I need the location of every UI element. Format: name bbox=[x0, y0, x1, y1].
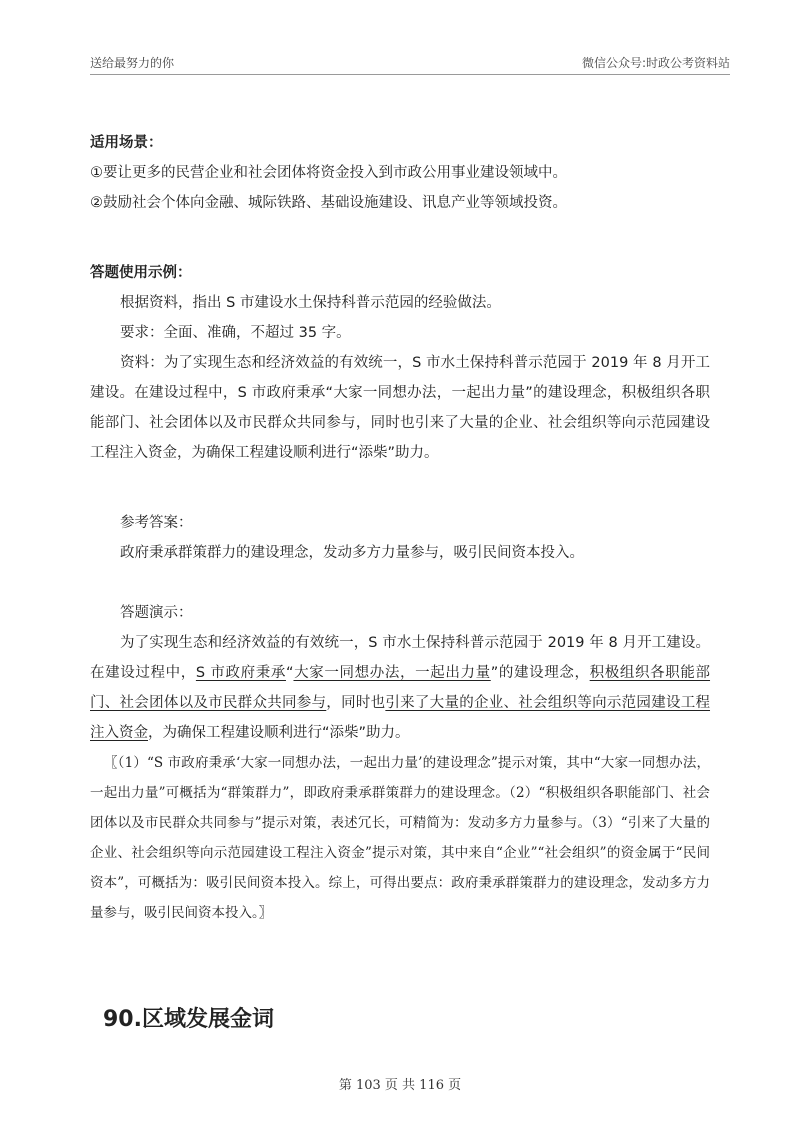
page-footer: 第 103 页 共 116 页 bbox=[338, 1078, 462, 1093]
scenario-item: ①要让更多的民营企业和社会团体将资金投入到市政公用事业建设领域中。 bbox=[90, 165, 567, 181]
scenario-item: ②鼓励社会个体向金融、城际铁路、基础设施建设、讯息产业等领域投资。 bbox=[90, 195, 567, 211]
reference-answer: 政府秉承群策群力的建设理念，发动多方力量参与，吸引民间资本投入。 bbox=[120, 545, 584, 561]
page-header bbox=[90, 52, 730, 75]
example-title: 答题使用示例： bbox=[90, 265, 192, 281]
section-title: 90.区域发展金词 bbox=[103, 1007, 274, 1032]
demo-underline: 大家一同想办法，一起出力量 bbox=[293, 665, 491, 681]
scenarios-title: 适用场景： bbox=[90, 135, 163, 151]
demo-analysis: 〖（1）“S 市政府秉承‘大家一同想办法，一起出力量’的建设理念”提示对策，其中“大家一同想办法，一起出力量”可概括为“群策群力”，即政府秉承群策群力的建设理念。（2）“积极组织各职能部门、社会团体以及市民群众共同参与”提示对策，表述冗长，可精简为：发动多方力量参与。（3）“引来了大量的企业、社会组织等向示范园建设工程注入资金”提示对策，其中来自“企业”“社会组织”的资金属于“民间资本”，可概括为：吸引民间资本投入。综上，可得出要点：政府秉承群策群力的建设理念，发动多方力量参与，吸引民间资本投入。〗 bbox=[90, 755, 710, 921]
example-material: 资料：为了实现生态和经济效益的有效统一，S 市水土保持科普示范园于 2019 年 8 月开工建设。在建设过程中，S 市政府秉承“大家一同想办法，一起出力量”的建设理念，积极组织各职能部门、社会团体以及市民群众共同参与，同时也引来了大量的企业、社会组织等向示范园建设工程注入资金，为确保工程建设顺利进行“添柴”助力。 bbox=[90, 355, 710, 461]
demo-seg: “ bbox=[285, 665, 294, 681]
header-right-text: 微信公众号:时政公考资料站 bbox=[581, 56, 730, 70]
demo-text bbox=[90, 628, 710, 748]
header-left-text: 送给最努力的你 bbox=[90, 56, 175, 70]
example-question: 根据资料，指出 S 市建设水土保持科普示范园的经验做法。 bbox=[120, 295, 501, 311]
reference-title: 参考答案： bbox=[120, 515, 193, 531]
demo-section bbox=[90, 598, 710, 928]
demo-seg: ，同时也 bbox=[326, 695, 386, 711]
demo-seg: ”的建设理念， bbox=[490, 665, 590, 681]
demo-title: 答题演示： bbox=[120, 605, 193, 621]
demo-underline: 引来了大量的企业、社会组织等向示范园建设工程注入资金 bbox=[90, 695, 711, 741]
demo-underline: S 市政府秉承 bbox=[195, 665, 286, 681]
example-requirement: 要求：全面、准确，不超过 35 字。 bbox=[120, 325, 351, 341]
demo-seg: 为了实现生态和经济效益的有效统一，S 市水土保持科普示范园于 2019 年 8 月开工建设。在建设过程中， bbox=[90, 635, 710, 681]
reference-section bbox=[90, 508, 710, 568]
demo-seg: ，为确保工程建设顺利进行“添柴”助力。 bbox=[148, 725, 410, 741]
demo-underline: 积极组织各职能部门、社会团体以及市民群众共同参与 bbox=[90, 665, 711, 711]
example-section bbox=[90, 258, 710, 468]
scenarios-section bbox=[90, 128, 710, 218]
